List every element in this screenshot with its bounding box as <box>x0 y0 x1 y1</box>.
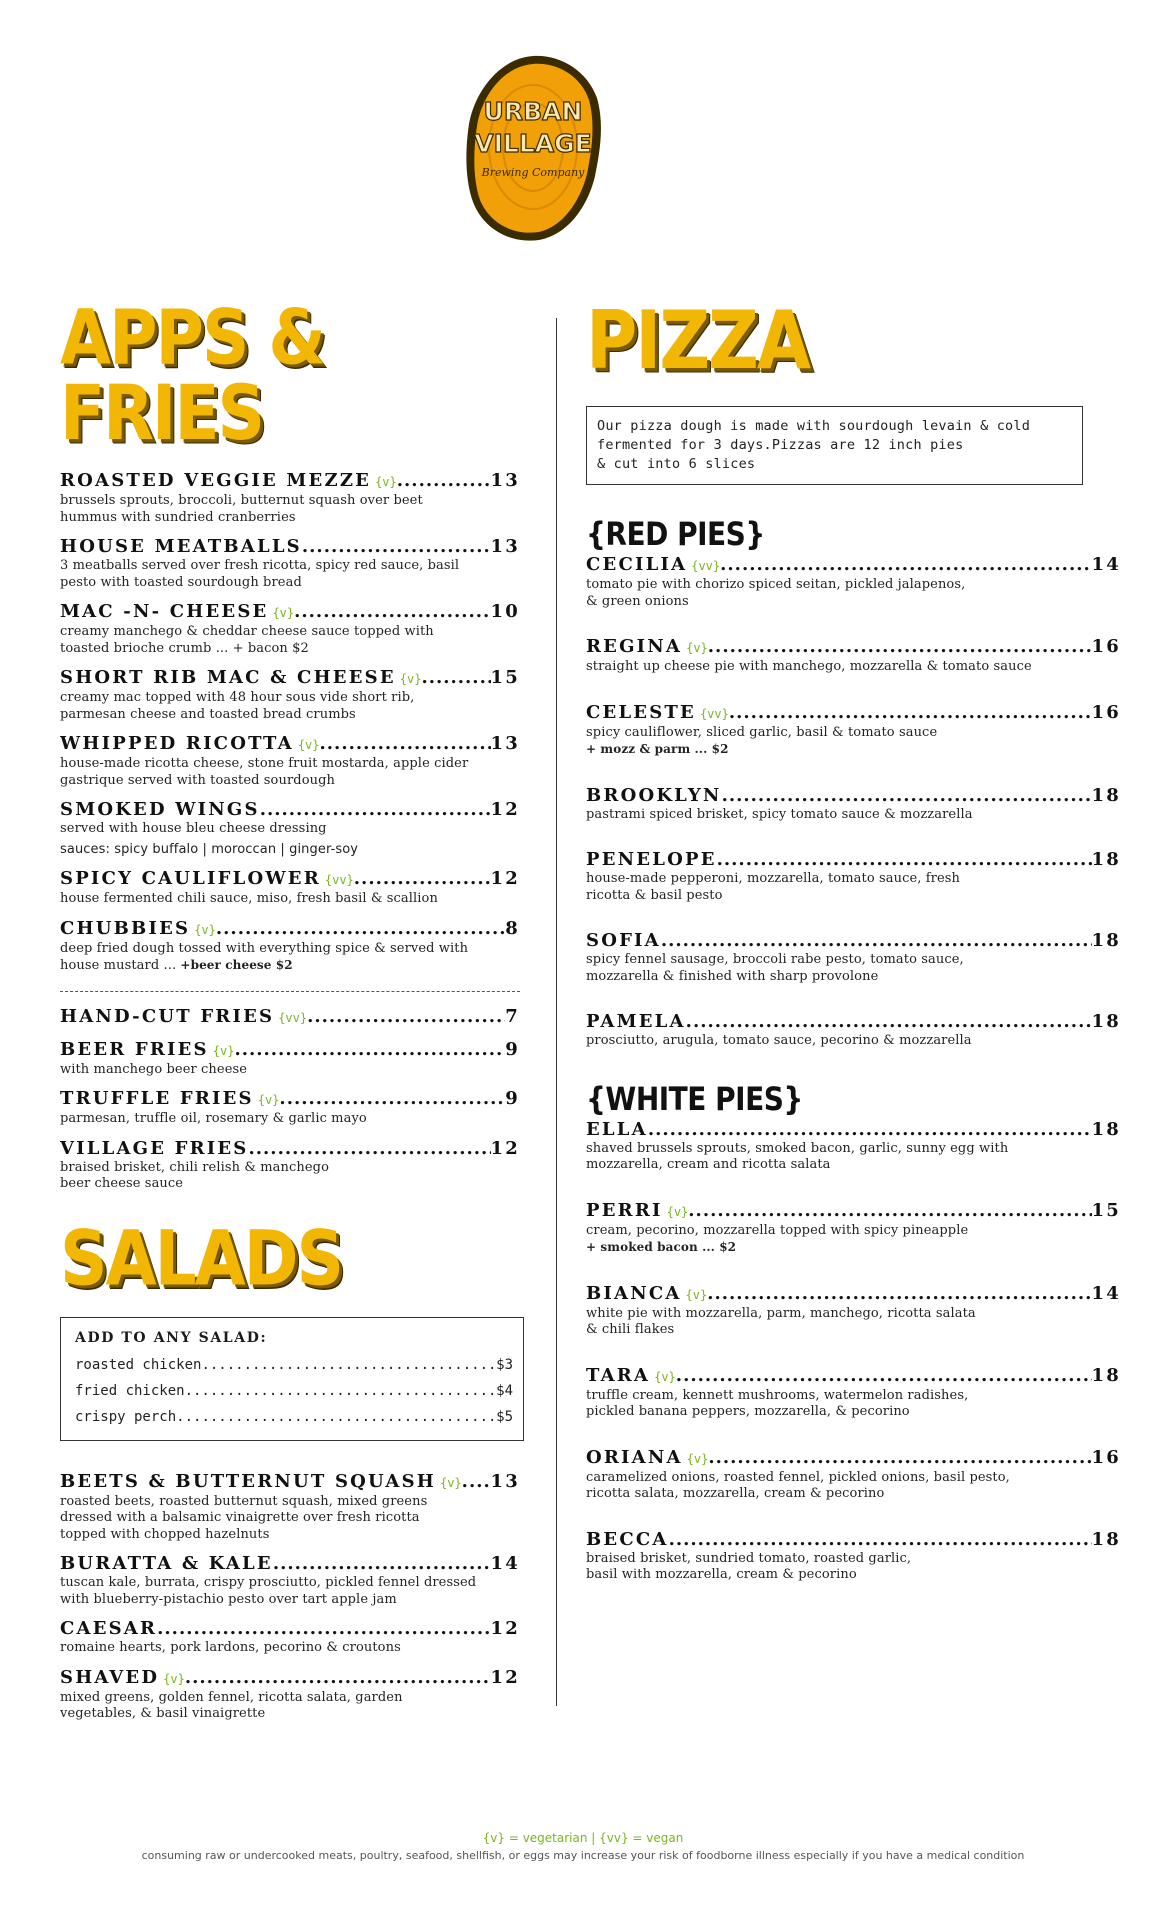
veg-legend: {v} = vegetarian | {vv} = vegan <box>482 1831 684 1845</box>
menu-item-price: 18 <box>1091 1011 1121 1032</box>
menu-item-description: cream, pecorino, mozzarella topped with spicy pineapple + smoked bacon ... $2 <box>586 1222 969 1254</box>
diet-tag: {vv} <box>278 1010 308 1025</box>
menu-item-price: 18 <box>1091 1118 1121 1140</box>
white-pies-heading: {WHITE PIES} <box>586 1079 803 1118</box>
dot-leader <box>397 470 491 492</box>
menu-item-description: with manchego beer cheese <box>60 1061 248 1077</box>
menu-item <box>586 1119 1121 1174</box>
disclaimer: consuming raw or undercooked meats, poultry, seafood, shellfish, or eggs may increase your risk of foodborne illness especially if you have a medical condition <box>141 1849 1025 1862</box>
menu-item-name: ORIANA <box>586 1446 683 1468</box>
menu-item-name: CELESTE <box>586 701 696 723</box>
dot-leader <box>260 799 491 821</box>
menu-item-name: TRUFFLE FRIES <box>60 1088 254 1109</box>
diet-tag: {v} <box>439 1475 462 1490</box>
add-to-salad-title: ADD TO ANY SALAD: <box>75 1329 268 1346</box>
dashed-separator <box>60 991 520 992</box>
diet-tag: {v} <box>163 1671 185 1686</box>
menu-item-name: HOUSE MEATBALLS <box>60 536 302 557</box>
menu-item-name: PENELOPE <box>586 849 717 870</box>
menu-item-title <box>586 702 1121 725</box>
menu-item-title <box>586 554 1121 577</box>
menu-item <box>586 636 1121 676</box>
menu-item-price: 16 <box>1091 1446 1121 1468</box>
menu-item <box>586 1365 1121 1421</box>
menu-item-name: BEER FRIES <box>60 1038 209 1060</box>
diet-tag: {v} <box>272 606 295 620</box>
menu-item-title <box>60 799 520 821</box>
menu-item-title <box>60 918 520 941</box>
menu-item-description: white pie with mozzarella, parm, manchego, ricotta salata & chili flakes <box>586 1305 976 1337</box>
menu-item-price: 16 <box>1091 701 1121 723</box>
menu-item-title <box>60 667 520 690</box>
dot-leader <box>720 554 1091 576</box>
diet-tag: {v} <box>194 922 216 937</box>
menu-item-price: 9 <box>505 1038 520 1060</box>
menu-item-name: TARA <box>586 1364 651 1386</box>
logo-line3: Brewing Company <box>481 166 585 179</box>
menu-item-price: 18 <box>1091 1364 1121 1386</box>
upcharge: + smoked bacon ... $2 <box>586 1240 737 1254</box>
dot-leader <box>216 918 505 940</box>
menu-item-title <box>586 1529 1121 1551</box>
menu-item-price: 9 <box>505 1088 520 1109</box>
dot-leader <box>676 1365 1092 1387</box>
menu-item-description: truffle cream, kennett mushrooms, watermelon radishes, pickled banana peppers, mozzarella, & pecorino <box>586 1387 969 1419</box>
red-pies-list <box>586 554 1121 1050</box>
menu-item-price: 16 <box>1091 636 1121 657</box>
menu-item <box>60 733 520 789</box>
diet-tag: {v} <box>686 641 708 655</box>
dot-leader <box>669 1529 1092 1551</box>
diet-tag: {v} <box>666 1204 689 1219</box>
menu-item-name: CECILIA <box>586 554 688 575</box>
dot-leader <box>722 785 1092 807</box>
menu-item <box>586 1011 1121 1050</box>
menu-item <box>586 849 1121 904</box>
menu-item-name: REGINA <box>586 636 683 657</box>
menu-item-price: 15 <box>490 667 520 688</box>
menu-item-name: SOFIA <box>586 930 661 951</box>
menu-item-description: creamy manchego & cheddar cheese sauce topped with toasted brioche crumb ... + bacon $2 <box>60 624 434 656</box>
menu-item <box>60 536 520 591</box>
salads-heading: SALADS <box>60 1213 343 1303</box>
menu-item-title <box>586 636 1121 659</box>
salads-list <box>60 1471 520 1723</box>
dot-leader <box>708 1447 1091 1469</box>
menu-item <box>60 601 520 657</box>
menu-item-price: 18 <box>1091 784 1121 806</box>
menu-item-name: MAC -N- CHEESE <box>60 601 269 622</box>
diet-tag: {vv} <box>699 706 729 721</box>
menu-item-name: BIANCA <box>586 1282 682 1304</box>
dot-leader <box>648 1119 1092 1141</box>
dot-leader <box>717 849 1092 871</box>
dot-leader <box>462 1471 491 1493</box>
upcharge: + mozz & parm ... $2 <box>586 742 729 756</box>
dot-leader <box>249 1138 491 1160</box>
menu-item <box>586 702 1121 759</box>
menu-item-price: 10 <box>490 601 520 622</box>
menu-item-title <box>60 536 520 558</box>
menu-item-price: 7 <box>505 1005 520 1027</box>
menu-item-description: parmesan, truffle oil, rosemary & garlic mayo <box>60 1111 367 1126</box>
menu-item-description: roasted beets, roasted butternut squash, mixed greens dressed with a balsamic vinaigrette over fresh ricotta topped with chopped hazelnuts <box>60 1493 428 1542</box>
left-column <box>60 293 520 1733</box>
menu-item-price: 13 <box>490 733 520 754</box>
menu-item-description: tomato pie with chorizo spiced seitan, pickled jalapenos, & green onions <box>586 577 966 609</box>
menu-item-price: 18 <box>1091 930 1121 951</box>
menu-item-name: PAMELA <box>586 1011 686 1032</box>
menu-item-name: WHIPPED RICOTTA <box>60 733 294 754</box>
menu-item-name: CHUBBIES <box>60 917 191 939</box>
fries-list <box>60 1006 520 1193</box>
add-row: crispy perch ..... $5 <box>75 1404 513 1430</box>
dot-leader <box>294 601 490 623</box>
menu-item <box>60 1138 520 1193</box>
menu-item <box>586 1529 1121 1584</box>
menu-item <box>60 868 520 908</box>
menu-item <box>60 667 520 723</box>
menu-item-description: shaved brussels sprouts, smoked bacon, garlic, sunny egg with mozzarella, cream and ricotta salata <box>586 1140 1009 1172</box>
menu-item-description: pastrami spiced brisket, spicy tomato sauce & mozzarella <box>586 806 973 822</box>
dot-leader <box>707 1283 1091 1305</box>
menu-item-price: 12 <box>490 1666 520 1688</box>
menu-item-name: HAND-CUT FRIES <box>60 1005 275 1027</box>
red-pies-heading: {RED PIES} <box>586 515 765 553</box>
menu-item-price: 14 <box>490 1553 520 1574</box>
dot-leader <box>273 1553 491 1575</box>
right-column <box>586 293 1121 1610</box>
diet-tag: {v} <box>375 475 397 489</box>
menu-item-price: 14 <box>1091 1282 1121 1304</box>
menu-item-description: straight up cheese pie with manchego, mozzarella & tomato sauce <box>586 659 1032 674</box>
menu-item-description: caramelized onions, roasted fennel, pickled onions, basil pesto, ricotta salata, mozzarella, cream & pecorino <box>586 1469 1010 1501</box>
pizza-heading: PIZZA <box>586 293 810 388</box>
menu-item <box>60 1088 520 1128</box>
menu-item-description: 3 meatballs served over fresh ricotta, spicy red sauce, basil pesto with toasted sourdough bread <box>60 558 460 590</box>
dot-leader <box>708 636 1092 658</box>
add-row: fried chicken ..... $4 <box>75 1378 513 1404</box>
apps-heading: APPS & FRIES <box>60 293 324 458</box>
menu-item-name: BECCA <box>586 1528 669 1550</box>
sauce-options: sauces: spicy buffalo | moroccan | ginger-soy <box>60 841 359 857</box>
dot-leader <box>729 702 1092 724</box>
dot-leader <box>234 1039 505 1061</box>
menu-item-name: ROASTED VEGGIE MEZZE <box>60 470 372 491</box>
menu-item-title <box>60 1553 520 1575</box>
menu-item-description: braised brisket, chili relish & manchego beer cheese sauce <box>60 1159 329 1191</box>
logo-line1: URBAN <box>483 97 583 126</box>
menu-item-name: BROOKLYN <box>586 784 722 806</box>
dot-leader <box>661 930 1092 952</box>
menu-item <box>60 1006 520 1029</box>
menu-item-description: mixed greens, golden fennel, ricotta salata, garden vegetables, & basil vinaigrette <box>60 1689 403 1721</box>
dot-leader <box>320 733 491 755</box>
dot-leader <box>307 1006 505 1028</box>
menu-item-title <box>586 849 1121 871</box>
logo-line2: VILLAGE <box>474 129 592 158</box>
add-row: roasted chicken ..... $3 <box>75 1352 513 1378</box>
menu-item-description: spicy cauliflower, sliced garlic, basil & tomato sauce + mozz & parm ... $2 <box>586 724 938 756</box>
dot-leader <box>354 868 491 890</box>
menu-item <box>586 785 1121 824</box>
menu-item-name: VILLAGE FRIES <box>60 1137 249 1159</box>
menu-item-description: creamy mac topped with 48 hour sous vide short rib, parmesan cheese and toasted bread crumbs <box>60 690 415 722</box>
apps-list <box>60 470 520 975</box>
diet-tag: {v} <box>297 738 320 752</box>
menu-item-price: 15 <box>1091 1199 1121 1221</box>
menu-item-title <box>586 1283 1121 1306</box>
dot-leader <box>421 667 490 689</box>
menu-item-title <box>60 1471 520 1494</box>
menu-item-title <box>60 1006 520 1029</box>
menu-item <box>60 1667 520 1723</box>
menu-item-name: BEETS & BUTTERNUT SQUASH <box>60 1470 436 1492</box>
diet-tag: {v} <box>212 1043 235 1058</box>
menu-item <box>586 930 1121 985</box>
menu-item-title <box>60 1138 520 1160</box>
menu-item-price: 13 <box>490 536 520 557</box>
diet-tag: {v} <box>686 1451 709 1466</box>
menu-item <box>60 470 520 526</box>
dot-leader <box>686 1011 1092 1033</box>
menu-item-name: CAESAR <box>60 1618 158 1639</box>
menu-item <box>60 1618 520 1657</box>
menu-item-description: prosciutto, arugula, tomato sauce, pecorino & mozzarella <box>586 1033 972 1048</box>
menu-item-name: PERRI <box>586 1199 663 1221</box>
menu-item-description: house-made pepperoni, mozzarella, tomato sauce, fresh ricotta & basil pesto <box>586 871 960 903</box>
menu-item-description: spicy fennel sausage, broccoli rabe pesto, tomato sauce, mozzarella & finished with sharp provolone <box>586 952 964 984</box>
menu-item-title <box>586 1365 1121 1388</box>
menu-item-price: 18 <box>1091 849 1121 870</box>
menu-item-title <box>60 470 520 493</box>
menu-item <box>60 1553 520 1608</box>
dot-leader <box>279 1088 505 1110</box>
menu-item-title <box>60 1667 520 1690</box>
menu-item-title <box>60 601 520 624</box>
menu-item-name: SHORT RIB MAC & CHEESE <box>60 667 396 688</box>
menu-item-name: BURATTA & KALE <box>60 1553 273 1574</box>
menu-item-description: served with house bleu cheese dressing sauces: spicy buffalo | moroccan | ginger-soy <box>60 821 520 858</box>
menu-item-name: ELLA <box>586 1118 648 1140</box>
diet-tag: {v} <box>257 1093 280 1107</box>
dot-leader <box>185 1667 491 1689</box>
menu-item <box>586 554 1121 610</box>
menu-item-title <box>586 785 1121 807</box>
pizza-info-box: Our pizza dough is made with sourdough levain & cold fermented for 3 days.Pizzas are 12 inch pies & cut into 6 slices <box>586 406 1083 485</box>
menu-item <box>60 799 520 858</box>
menu-item-title <box>60 733 520 756</box>
menu-item-name: SHAVED <box>60 1666 160 1688</box>
menu-item-title <box>586 1011 1121 1033</box>
menu-item-price: 8 <box>505 917 520 939</box>
dot-leader <box>302 536 491 558</box>
menu-item-price: 12 <box>490 799 520 820</box>
menu-item <box>586 1283 1121 1339</box>
menu-item <box>60 918 520 975</box>
diet-tag: {v} <box>685 1287 708 1302</box>
menu-item-price: 13 <box>490 470 520 491</box>
menu-item <box>586 1447 1121 1503</box>
menu-item-price: 14 <box>1091 554 1121 575</box>
menu-item <box>586 1200 1121 1257</box>
add-to-salad-box <box>60 1317 524 1441</box>
menu-item-description: house fermented chili sauce, miso, fresh basil & scallion <box>60 891 438 906</box>
menu-item-price: 18 <box>1091 1528 1121 1550</box>
menu-item-price: 12 <box>490 868 520 889</box>
menu-item-price: 12 <box>490 1618 520 1639</box>
menu-item-title <box>60 1039 520 1062</box>
menu-item-description: romaine hearts, pork lardons, pecorino & croutons <box>60 1640 401 1655</box>
diet-tag: {vv} <box>691 559 721 573</box>
urban-village-logo <box>463 52 603 247</box>
menu-item-name: SMOKED WINGS <box>60 799 260 820</box>
menu-item-title <box>60 868 520 891</box>
menu-item-description: tuscan kale, burrata, crispy prosciutto, pickled fennel dressed with blueberry-pistachio pesto over tart apple jam <box>60 1575 477 1607</box>
menu-item-title <box>586 1200 1121 1223</box>
menu-item-description: brussels sprouts, broccoli, butternut squash over beet hummus with sundried cranberries <box>60 493 423 525</box>
diet-tag: {vv} <box>324 873 354 887</box>
dot-leader <box>688 1200 1091 1222</box>
upcharge: +beer cheese $2 <box>180 958 293 972</box>
white-pies-list <box>586 1119 1121 1584</box>
menu-item-title <box>586 1447 1121 1470</box>
menu-item-price: 13 <box>490 1470 520 1492</box>
menu-item-title <box>586 1119 1121 1141</box>
menu-item-description: house-made ricotta cheese, stone fruit mostarda, apple cider gastrique served with toasted sourdough <box>60 756 469 788</box>
diet-tag: {v} <box>399 672 422 686</box>
menu-item-price: 12 <box>490 1137 520 1159</box>
menu-item <box>60 1039 520 1079</box>
menu-item-title <box>60 1618 520 1640</box>
menu-item-description: deep fried dough tossed with everything spice & served with house mustard ... +beer cheese $2 <box>60 940 469 973</box>
menu-item-title <box>586 930 1121 952</box>
diet-tag: {v} <box>654 1369 676 1384</box>
menu-item-name: SPICY CAULIFLOWER <box>60 868 321 889</box>
column-divider <box>556 318 557 1706</box>
menu-item-description: braised brisket, sundried tomato, roasted garlic, basil with mozzarella, cream & pecorino <box>586 1550 912 1582</box>
menu-item-title <box>60 1088 520 1111</box>
menu-item <box>60 1471 520 1544</box>
dot-leader <box>157 1618 490 1640</box>
